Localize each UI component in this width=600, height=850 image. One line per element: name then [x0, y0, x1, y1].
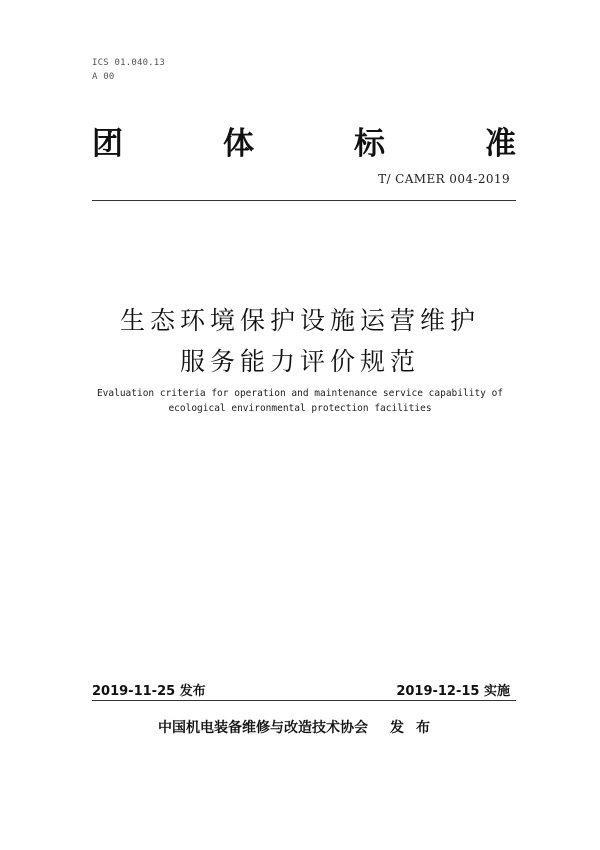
- standard-type-heading: [92, 124, 516, 164]
- title-chinese-line-1: 生态环境保护设施运营维护: [119, 306, 480, 335]
- standard-type-char: 准: [485, 126, 516, 162]
- publisher-line: [0, 717, 600, 737]
- ccs-code: A 00: [92, 72, 115, 82]
- issue-date: 2019-11-25 发布: [92, 684, 206, 699]
- title-english-line-2: ecological environmental protection facilities: [168, 403, 432, 414]
- ics-code: ICS 01.040.13: [92, 58, 166, 68]
- standard-code: T/ CAMER 004-2019: [378, 172, 510, 186]
- footer-divider: [92, 700, 516, 701]
- title-chinese-line-2: 服务能力评价规范: [179, 347, 420, 376]
- standard-type-char: 标: [354, 126, 385, 162]
- standard-type-char: 团: [92, 126, 123, 162]
- publisher-name: 中国机电装备维修与改造技术协会: [158, 720, 368, 736]
- standard-type-char: 体: [223, 126, 254, 162]
- title-english-line-1: Evaluation criteria for operation and maintenance service capability of: [96, 388, 504, 399]
- publish-label: 发布: [390, 720, 442, 736]
- header-divider: [92, 200, 516, 201]
- implementation-date: 2019-12-15 实施: [396, 684, 510, 699]
